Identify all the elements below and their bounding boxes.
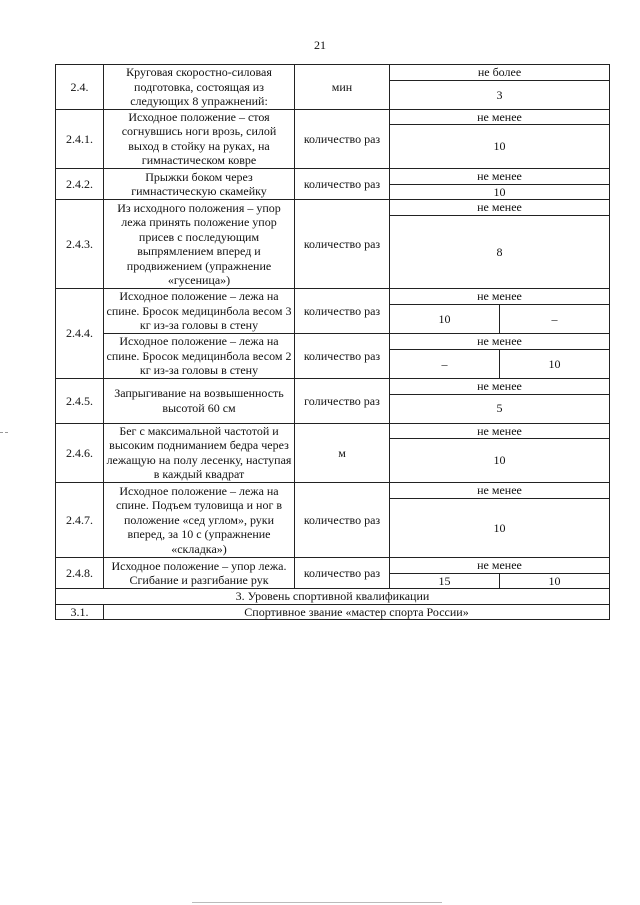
unit: количество раз [295,200,390,289]
norm-label: не менее [390,558,610,574]
unit: мин [295,65,390,110]
row-number: 2.4.7. [56,483,104,558]
unit: м [295,423,390,483]
row-number: 2.4.5. [56,379,104,424]
unit: количество раз [295,109,390,169]
norm-value: 10 [390,184,610,200]
row-number: 3.1. [56,604,104,620]
unit: голичество раз [295,379,390,424]
margin-mark [0,432,8,433]
norm-value: 10 [390,439,610,483]
table-row [56,289,610,305]
exercise-name: Исходное положение – упор лежа. Сгибание и разгибание рук [104,558,295,589]
norm-label: не более [390,65,610,81]
norm-label: не менее [390,334,610,350]
unit: количество раз [295,169,390,200]
unit: количество раз [295,289,390,334]
norm-value: 3 [390,81,610,109]
norm-label: не менее [390,289,610,305]
section-header-row [56,589,610,605]
table-row [56,334,610,350]
norm-label: не менее [390,423,610,439]
unit: количество раз [295,334,390,379]
unit: количество раз [295,558,390,589]
exercise-name: Круговая скоростно-силовая подготовка, состоящая из следующих 8 упражнений: [104,65,295,110]
exercise-name: Бег с максимальной частотой и высоким подниманием бедра через лежащую на полу лесенку, наступая в каждый квадрат [104,423,295,483]
norm-value: 5 [390,394,610,423]
page-number: 21 [314,38,326,52]
exercise-name: Исходное положение – лежа на спине. Бросок медицинбола весом 3 кг из-за головы в стену [104,289,295,334]
exercise-name: Исходное положение – стоя согнувшись ноги врозь, силой выход в стойку на руках, на гимнастическом ковре [104,109,295,169]
table-row [56,558,610,574]
norm-value: 10 [500,349,610,378]
unit: количество раз [295,483,390,558]
row-number: 2.4.8. [56,558,104,589]
table-row [56,423,610,439]
norm-label: не менее [390,109,610,125]
norm-label: не менее [390,483,610,499]
norm-value: 10 [390,304,500,333]
norm-value: 10 [390,498,610,557]
row-number: 2.4. [56,65,104,110]
table-row [56,379,610,395]
table-row [56,483,610,499]
table-row [56,109,610,125]
row-number: 2.4.2. [56,169,104,200]
table-row [56,604,610,620]
norm-label: не менее [390,379,610,395]
exercise-name: Из исходного положения – упор лежа принять положение упор присев с последующим выпрямлением вперед и продвижением (упражнение «гусеница») [104,200,295,289]
row-number: 2.4.3. [56,200,104,289]
section-title: 3. Уровень спортивной квалификации [56,589,610,605]
norm-label: не менее [390,200,610,216]
norm-value: – [390,349,500,378]
exercise-name: Прыжки боком через гимнастическую скамейку [104,169,295,200]
table-row [56,65,610,81]
row-number: 2.4.1. [56,109,104,169]
norms-table [55,64,610,620]
exercise-name: Исходное положение – лежа на спине. Бросок медицинбола весом 2 кг из-за головы в стену [104,334,295,379]
scan-edge-line [192,902,442,903]
table-row [56,169,610,185]
row-number: 2.4.4. [56,289,104,379]
norm-value: – [500,304,610,333]
table-row [56,200,610,216]
norm-value: 10 [500,573,610,589]
norm-value: 15 [390,573,500,589]
norm-label: не менее [390,169,610,185]
norm-value: 10 [390,125,610,169]
norm-value: 8 [390,215,610,288]
exercise-name: Запрыгивание на возвышенность высотой 60 см [104,379,295,424]
qualification-title: Спортивное звание «мастер спорта России» [104,604,610,620]
row-number: 2.4.6. [56,423,104,483]
exercise-name: Исходное положение – лежа на спине. Подъем туловища и ног в положение «сед углом», руки вперед, за 10 с (упражнение «складка») [104,483,295,558]
